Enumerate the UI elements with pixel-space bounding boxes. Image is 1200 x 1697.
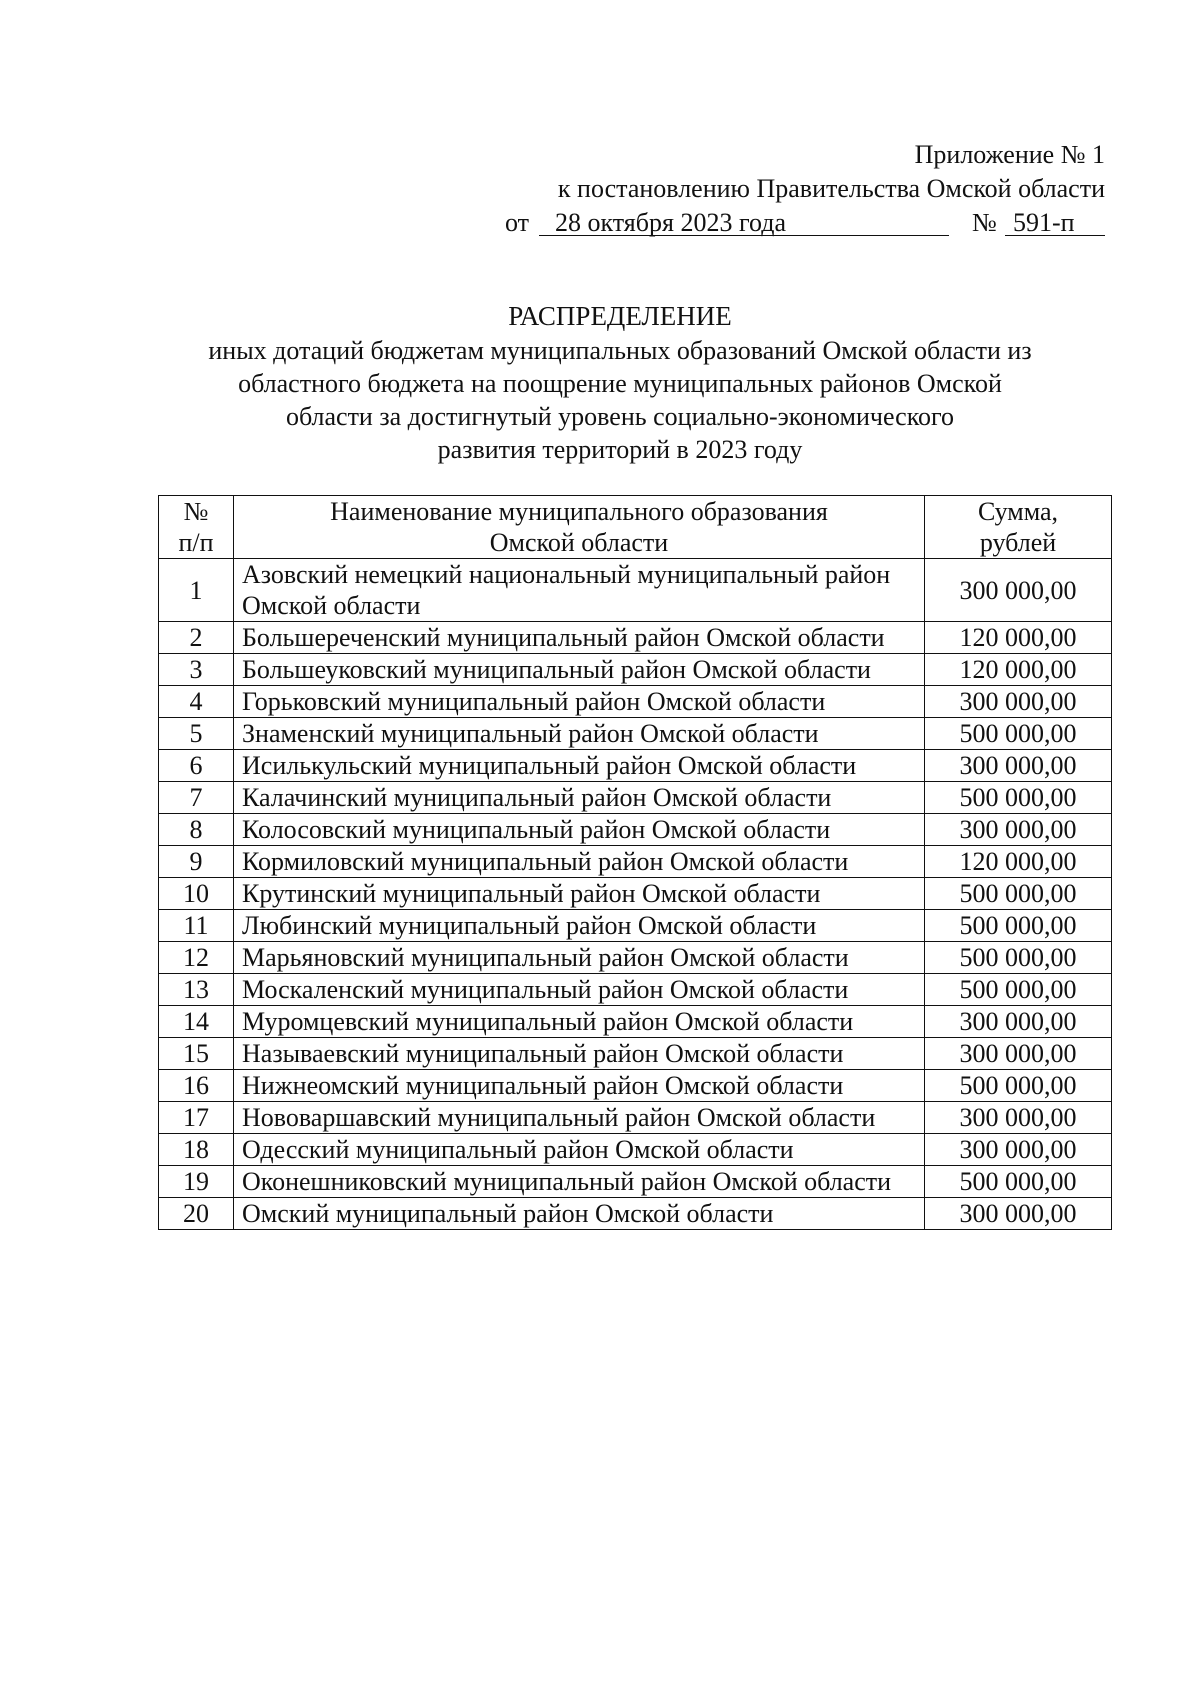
- row-municipality: Большереченский муниципальный район Омской области: [234, 622, 925, 654]
- header-num: [159, 496, 234, 559]
- row-number: 9: [159, 846, 234, 878]
- row-amount: 300 000,00: [925, 686, 1112, 718]
- row-amount: 500 000,00: [925, 718, 1112, 750]
- row-number: 14: [159, 1006, 234, 1038]
- row-amount: 500 000,00: [925, 1166, 1112, 1198]
- row-municipality: Нижнеомский муниципальный район Омской области: [234, 1070, 925, 1102]
- title-line: развития территорий в 2023 году: [437, 435, 803, 464]
- row-municipality: Крутинский муниципальный район Омской области: [234, 878, 925, 910]
- table-row: [159, 846, 1112, 878]
- row-number: 11: [159, 910, 234, 942]
- row-number: 19: [159, 1166, 234, 1198]
- table-row: [159, 750, 1112, 782]
- number-sign: №: [972, 208, 997, 237]
- row-number: 4: [159, 686, 234, 718]
- appendix-resolution-ref: к постановлению Правительства Омской области: [557, 174, 1105, 203]
- row-amount: 500 000,00: [925, 942, 1112, 974]
- table-row: [159, 559, 1112, 622]
- document-title: [140, 300, 1100, 466]
- table-row: [159, 718, 1112, 750]
- row-municipality: Калачинский муниципальный район Омской области: [234, 782, 925, 814]
- row-amount: 120 000,00: [925, 622, 1112, 654]
- row-number: 5: [159, 718, 234, 750]
- header-num-line: №: [183, 497, 209, 526]
- table-row: [159, 1134, 1112, 1166]
- title-line: области за достигнутый уровень социально-экономического: [285, 402, 955, 431]
- header-num-line: п/п: [178, 528, 214, 557]
- table-row: [159, 910, 1112, 942]
- row-amount: 500 000,00: [925, 878, 1112, 910]
- table-header-row: [159, 496, 1112, 559]
- table-row: [159, 814, 1112, 846]
- row-amount: 500 000,00: [925, 782, 1112, 814]
- table-row: [159, 942, 1112, 974]
- table-row: [159, 1070, 1112, 1102]
- table-row: [159, 1198, 1112, 1230]
- table-row: [159, 622, 1112, 654]
- row-municipality: Кормиловский муниципальный район Омской области: [234, 846, 925, 878]
- row-municipality: Исилькульский муниципальный район Омской области: [234, 750, 925, 782]
- row-number: 20: [159, 1198, 234, 1230]
- table-row: [159, 1006, 1112, 1038]
- title-line: иных дотаций бюджетам муниципальных образований Омской области из: [208, 336, 1032, 365]
- row-municipality: Одесский муниципальный район Омской области: [234, 1134, 925, 1166]
- row-municipality: Оконешниковский муниципальный район Омской области: [234, 1166, 925, 1198]
- row-number: 16: [159, 1070, 234, 1102]
- row-municipality: Нововаршавский муниципальный район Омской области: [234, 1102, 925, 1134]
- row-amount: 500 000,00: [925, 1070, 1112, 1102]
- row-number: 2: [159, 622, 234, 654]
- date-prefix: от: [505, 208, 530, 237]
- row-amount: 300 000,00: [925, 1006, 1112, 1038]
- row-municipality: Колосовский муниципальный район Омской области: [234, 814, 925, 846]
- row-number: 17: [159, 1102, 234, 1134]
- row-number: 18: [159, 1134, 234, 1166]
- title-heading: РАСПРЕДЕЛЕНИЕ: [508, 301, 732, 331]
- row-municipality: Азовский немецкий национальный муниципальный район Омской области: [234, 559, 925, 622]
- header-name-line: Омской области: [489, 528, 669, 557]
- resolution-date: 28 октября 2023 года: [539, 206, 949, 236]
- row-number: 3: [159, 654, 234, 686]
- row-municipality: Горьковский муниципальный район Омской области: [234, 686, 925, 718]
- row-municipality: Омский муниципальный район Омской области: [234, 1198, 925, 1230]
- table-row: [159, 878, 1112, 910]
- header-sum: [925, 496, 1112, 559]
- row-amount: 120 000,00: [925, 846, 1112, 878]
- row-amount: 120 000,00: [925, 654, 1112, 686]
- row-municipality: Марьяновский муниципальный район Омской области: [234, 942, 925, 974]
- appendix-title: Приложение № 1: [914, 140, 1105, 169]
- row-amount: 500 000,00: [925, 910, 1112, 942]
- header-name-line: Наименование муниципального образования: [330, 497, 828, 526]
- header-name: [234, 496, 925, 559]
- appendix-block: [505, 138, 1105, 240]
- table-row: [159, 1102, 1112, 1134]
- row-amount: 300 000,00: [925, 1038, 1112, 1070]
- row-number: 10: [159, 878, 234, 910]
- table-row: [159, 782, 1112, 814]
- row-amount: 300 000,00: [925, 1134, 1112, 1166]
- distribution-table: [158, 495, 1112, 1230]
- row-municipality: Муромцевский муниципальный район Омской области: [234, 1006, 925, 1038]
- row-municipality: Называевский муниципальный район Омской области: [234, 1038, 925, 1070]
- table-row: [159, 1038, 1112, 1070]
- row-amount: 300 000,00: [925, 814, 1112, 846]
- title-line: областного бюджета на поощрение муниципальных районов Омской: [238, 369, 1002, 398]
- table-row: [159, 686, 1112, 718]
- row-number: 12: [159, 942, 234, 974]
- row-amount: 300 000,00: [925, 750, 1112, 782]
- row-number: 7: [159, 782, 234, 814]
- row-municipality: Знаменский муниципальный район Омской области: [234, 718, 925, 750]
- row-amount: 300 000,00: [925, 559, 1112, 622]
- row-amount: 500 000,00: [925, 974, 1112, 1006]
- row-number: 13: [159, 974, 234, 1006]
- table-row: [159, 974, 1112, 1006]
- header-sum-line: Сумма,: [977, 497, 1059, 526]
- row-municipality: Москаленский муниципальный район Омской области: [234, 974, 925, 1006]
- row-number: 6: [159, 750, 234, 782]
- row-number: 8: [159, 814, 234, 846]
- row-amount: 300 000,00: [925, 1198, 1112, 1230]
- resolution-number: 591-п: [1005, 206, 1105, 236]
- header-sum-line: рублей: [979, 528, 1057, 557]
- row-number: 15: [159, 1038, 234, 1070]
- table-row: [159, 654, 1112, 686]
- table-row: [159, 1166, 1112, 1198]
- row-municipality: Любинский муниципальный район Омской области: [234, 910, 925, 942]
- row-number: 1: [159, 559, 234, 622]
- appendix-date-line: [505, 206, 1105, 240]
- row-amount: 300 000,00: [925, 1102, 1112, 1134]
- row-municipality: Большеуковский муниципальный район Омской области: [234, 654, 925, 686]
